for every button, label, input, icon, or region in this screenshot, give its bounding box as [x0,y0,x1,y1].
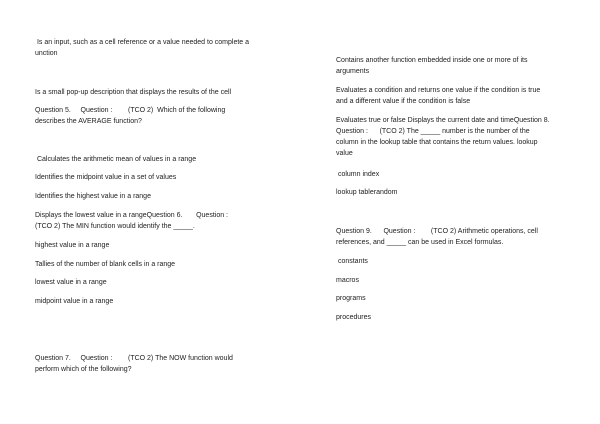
question-8: Evaluates true or false Displays the current date and timeQuestion 8. Question : (TCO 2) The _____ number is the number of the column in the lookup table that contains the return values. lookup value [336,117,550,157]
answer-option: programs [336,295,366,302]
answer-option: lookup tablerandom [336,189,398,196]
answer-option: Identifies the highest value in a range [35,193,151,200]
answer-option: column index [336,171,380,178]
paragraph: Is a small pop-up description that displays the results of the cell [35,89,232,96]
question-9: Question 9. Question : (TCO 2) Arithmetic operations, cell references, and _____ can be used in Excel formulas. [336,228,538,246]
answer-option: Identifies the midpoint value in a set of values [35,174,177,181]
question-7: Question 7. Question : (TCO 2) The NOW function would perform which of the following? [35,355,233,373]
question-6: Displays the lowest value in a rangeQuestion 6. Question : (TCO 2) The MIN function would identify the _____. [35,212,228,230]
answer-option: procedures [336,314,372,321]
answer-option: Tallies of the number of blank cells in a range [35,261,176,268]
answer-option: lowest value in a range [35,279,107,286]
paragraph: Evaluates a condition and returns one value if the condition is true and a different value if the condition is false [336,87,541,105]
question-5: Question 5. Question : (TCO 2) Which of the following describes the AVERAGE function? [35,107,226,125]
answer-option: constants [336,258,368,265]
answer-option: Calculates the arithmetic mean of values in a range [35,156,197,163]
answer-option: midpoint value in a range [35,298,114,305]
paragraph: Contains another function embedded inside one or more of its arguments [336,57,528,75]
paragraph: Is an input, such as a cell reference or a value needed to complete a unction [35,39,250,57]
answer-option: macros [336,277,359,284]
answer-option: highest value in a range [35,242,110,249]
